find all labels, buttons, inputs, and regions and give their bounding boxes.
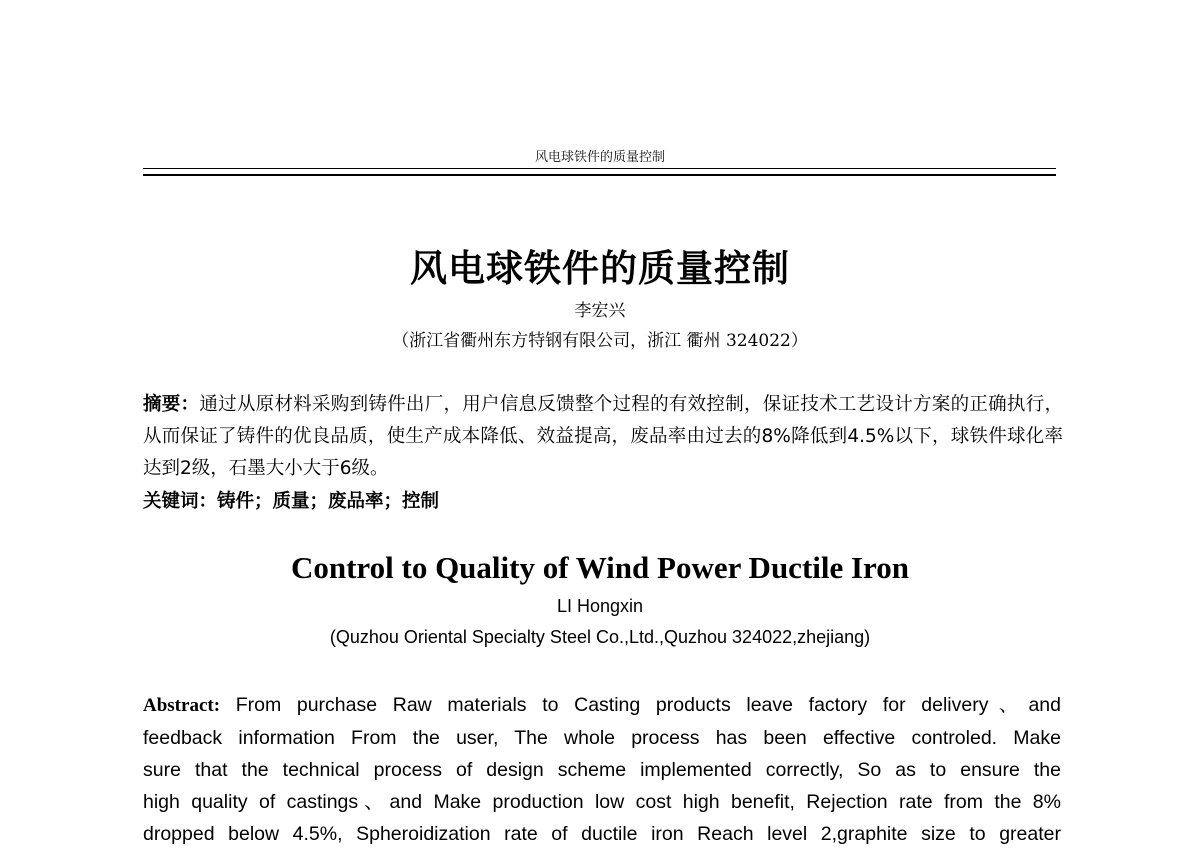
english-abstract-line [143, 689, 1061, 722]
english-abstract-line-text: From purchase Raw materials to Casting products leave factory for delivery、and [220, 694, 1061, 716]
chinese-abstract-text: 通过从原材料采购到铸件出厂，用户信息反馈整个过程的有效控制，保证技术工艺设计方案的正确执行，从而保证了铸件的优良品质，使生产成本降低、效益提高，废品率由过去的8%降低到4.5%以下，球铁件球化率达到2级，石墨大小大于6级。 [143, 394, 1063, 479]
english-abstract [143, 689, 1061, 850]
english-author: LI Hongxin [556, 596, 644, 616]
header-rule-thick [143, 174, 1056, 176]
running-header: 风电球铁件的质量控制 [534, 150, 665, 165]
chinese-keywords-label: 关键词： [143, 491, 218, 512]
header-rule-thin [143, 168, 1056, 169]
chinese-keywords-text: 铸件；质量；废品率；控制 [217, 491, 440, 512]
english-abstract-line: high quality of castings、and Make production low cost high benefit, Rejection rate from the 8% [143, 791, 1061, 813]
english-affiliation: (Quzhou Oriental Specialty Steel Co.,Ltd.,Quzhou 324022,zhejiang) [329, 627, 871, 647]
chinese-affiliation: （浙江省衢州东方特钢有限公司，浙江 衢州 324022） [392, 331, 808, 351]
chinese-keywords [143, 486, 1063, 518]
english-abstract-line: dropped below 4.5%, Spheroidization rate of ductile iron Reach level 2,graphite size to greater [143, 823, 1061, 845]
english-abstract-label: Abstract: [143, 695, 221, 716]
chinese-title: 风电球铁件的质量控制 [410, 247, 790, 290]
english-abstract-line: sure that the technical process of design scheme implemented correctly, So as to ensure the [143, 759, 1061, 781]
chinese-abstract [143, 389, 1063, 485]
english-abstract-line: feedback information From the user, The whole process has been effective controled. Make [143, 727, 1061, 749]
chinese-author: 李宏兴 [574, 301, 626, 321]
chinese-abstract-label: 摘要： [143, 394, 200, 415]
english-title: Control to Quality of Wind Power Ductile Iron [290, 550, 910, 585]
